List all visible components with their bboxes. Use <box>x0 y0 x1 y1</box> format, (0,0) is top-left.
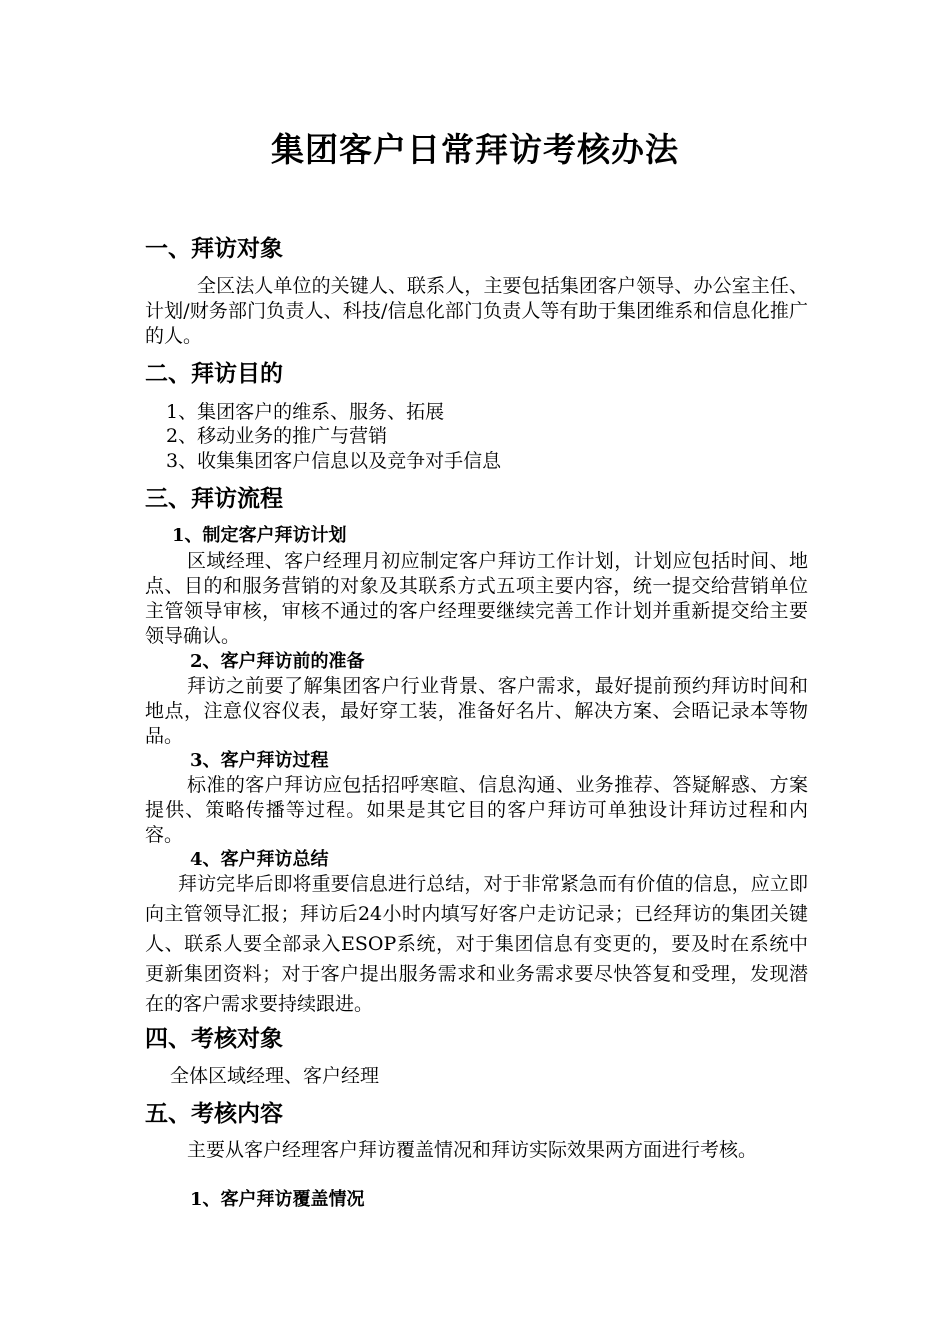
list-item: 1、集团客户的维系、服务、拓展 <box>166 401 445 423</box>
subsection-heading-summary: 4、客户拜访总结 <box>190 849 329 870</box>
list-item: 3、收集集团客户信息以及竞争对手信息 <box>166 450 502 472</box>
section-heading-assessment-content: 五、考核内容 <box>145 1101 283 1127</box>
subsection-body-preparation: 拜访之前要了解集团客户行业背景、客户需求，最好提前预约拜访时间和地点，注意仪容仪表，最好穿工装，准备好名片、解决方案、会晤记录本等物品。 <box>145 675 808 747</box>
section-heading-visit-process: 三、拜访流程 <box>145 486 283 512</box>
section-body-assessment-target: 全体区域经理、客户经理 <box>170 1065 380 1087</box>
subsection-heading-plan: 1、制定客户拜访计划 <box>172 525 347 546</box>
subsection-heading-coverage: 1、客户拜访覆盖情况 <box>190 1189 365 1210</box>
document-title: 集团客户日常拜访考核办法 <box>271 130 679 169</box>
section-heading-visit-target: 一、拜访对象 <box>145 236 283 262</box>
subsection-body-summary: 拜访完毕后即将重要信息进行总结，对于非常紧急而有价值的信息，应立即向主管领导汇报；拜访后24小时内填写好客户走访记录；已经拜访的集团关键人、联系人要全部录入ESOP系统，对于集团信息有变更的，要及时在系统中更新集团资料；对于客户提出服务需求和业务需求要尽快答复和受理，发现潜在的客户需求要持续跟进。 <box>145 873 808 1015</box>
section-body-visit-target: 全区法人单位的关键人、联系人，主要包括集团客户领导、办公室主任、计划/财务部门负责人、科技/信息化部门负责人等有助于集团维系和信息化推广的人。 <box>145 275 808 347</box>
section-body-assessment-content: 主要从客户经理客户拜访覆盖情况和拜访实际效果两方面进行考核。 <box>187 1139 758 1161</box>
subsection-body-process: 标准的客户拜访应包括招呼寒暄、信息沟通、业务推荐、答疑解惑、方案提供、策略传播等过程。如果是其它目的客户拜访可单独设计拜访过程和内容。 <box>145 774 808 846</box>
subsection-heading-preparation: 2、客户拜访前的准备 <box>190 651 365 672</box>
subsection-heading-process: 3、客户拜访过程 <box>190 750 329 771</box>
list-item: 2、移动业务的推广与营销 <box>166 425 388 447</box>
section-heading-visit-purpose: 二、拜访目的 <box>145 361 283 387</box>
section-heading-assessment-target: 四、考核对象 <box>145 1026 283 1052</box>
subsection-body-plan: 区域经理、客户经理月初应制定客户拜访工作计划，计划应包括时间、地点、目的和服务营销的对象及其联系方式五项主要内容，统一提交给营销单位主管领导审核，审核不通过的客户经理要继续完善工作计划并重新提交给主要领导确认。 <box>145 550 808 647</box>
